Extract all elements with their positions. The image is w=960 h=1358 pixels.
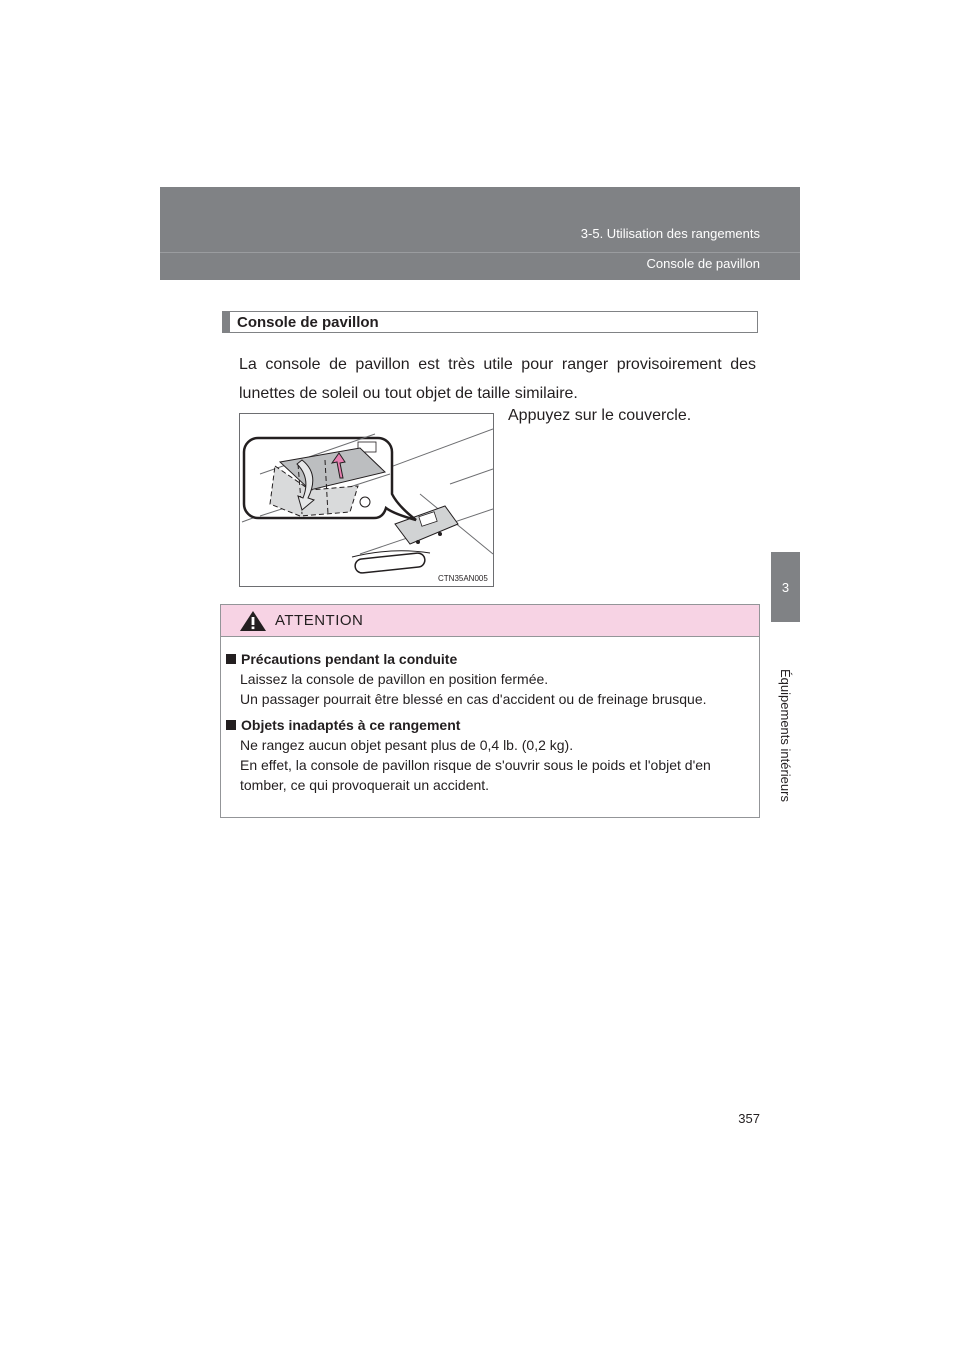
section-title: Console de pavillon (237, 313, 379, 331)
warning-item-title-text: Objets inadaptés à ce rangement (241, 717, 461, 733)
warning-item-title (221, 649, 753, 669)
warning-item-line: Un passager pourrait être blessé en cas d'accident ou de freinage brusque. (240, 691, 707, 707)
warning-item-title-text: Précautions pendant la conduite (241, 651, 458, 667)
subsection-reference: Console de pavillon (646, 256, 760, 271)
warning-triangle-icon (239, 610, 267, 632)
bullet-square-icon (226, 654, 236, 664)
bullet-square-icon (226, 720, 236, 730)
section-heading (222, 311, 758, 333)
warning-header (221, 605, 759, 637)
section-reference: 3-5. Utilisation des rangements (580, 226, 760, 241)
figure-code: CTN35AN005 (438, 574, 488, 583)
overhead-console-illustration (239, 413, 494, 587)
warning-label: ATTENTION (275, 612, 364, 629)
warning-item-line: Laissez la console de pavillon en position fermée. (240, 671, 549, 687)
warning-body (221, 637, 759, 795)
chapter-number: 3 (781, 579, 790, 595)
page-number: 357 (738, 1111, 760, 1126)
heading-marker (223, 312, 230, 332)
warning-box (220, 604, 760, 818)
warning-item-title (221, 715, 753, 735)
header-divider (160, 252, 800, 253)
console-drawing (240, 414, 493, 586)
figure-caption: Appuyez sur le couvercle. (508, 407, 692, 424)
chapter-side-label (770, 635, 800, 835)
chapter-tab (771, 552, 800, 622)
warning-item-line: En effet, la console de pavillon risque de s'ouvrir sous le poids et l'objet d'en tomber, ce qui provoquerait un accident. (240, 757, 711, 793)
warning-item-line: Ne rangez aucun objet pesant plus de 0,4 lb. (0,2 kg). (240, 737, 574, 753)
chapter-title: Équipements intérieurs (777, 668, 793, 802)
intro-paragraph: La console de pavillon est très utile pour ranger provisoirement des lunettes de soleil ou tout objet de taille similaire. (239, 356, 756, 402)
